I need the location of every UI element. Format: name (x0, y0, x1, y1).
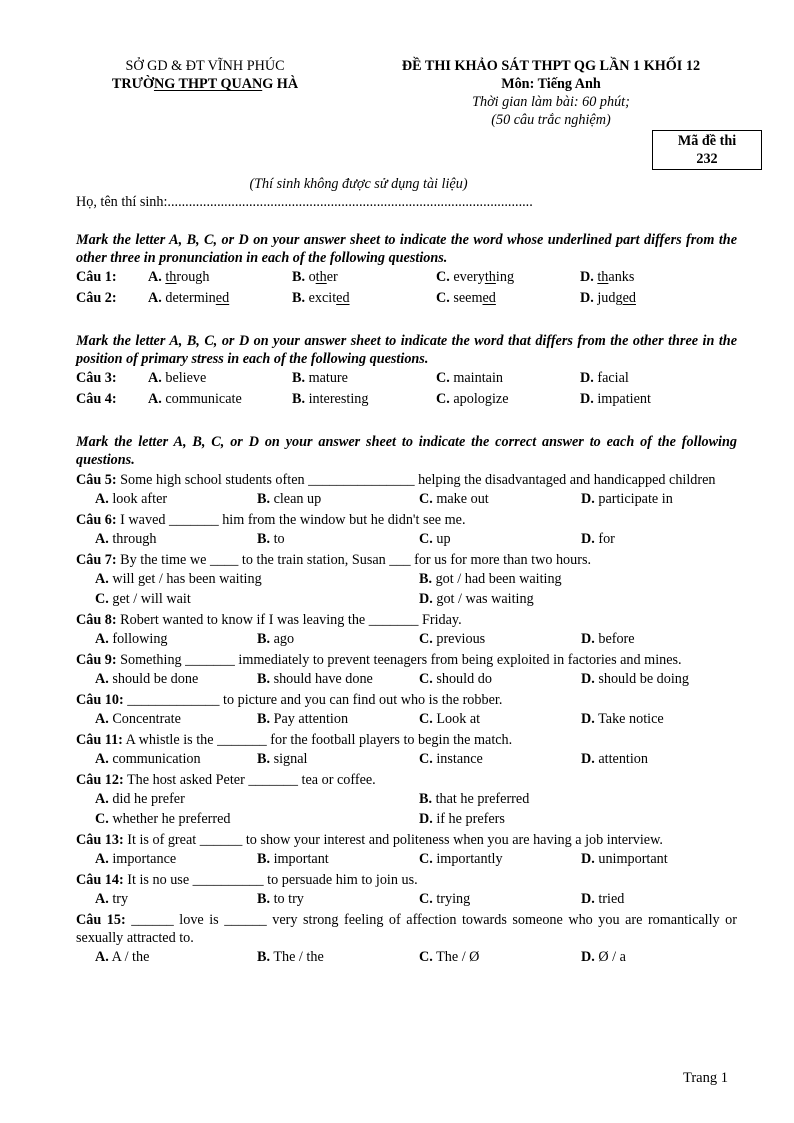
option-d: D. participate in (581, 491, 673, 507)
option-a: A. importance (95, 851, 177, 867)
exam-code: 232 (696, 151, 718, 167)
question-4: Câu 4: A. communicate B. interesting C. apologize D. impatient (76, 389, 737, 410)
option-d: D. Ø / a (581, 949, 626, 965)
option-d: D. impatient (580, 391, 651, 407)
option-a: A. communicate (148, 391, 242, 407)
option-b: B. should have done (257, 671, 373, 687)
exam-header (76, 57, 737, 175)
option-b: B. other (292, 269, 338, 285)
option-c: C. instance (419, 751, 483, 767)
exam-time: Thời gian làm bài: 60 phút; (472, 94, 630, 110)
question-13: Câu 13: It is of great ______ to show your interest and politeness when you are having a job interview. A. importance B. important C. importantly D. unimportant (76, 832, 668, 867)
option-b: B. got / had been waiting (419, 571, 562, 587)
option-d: D. got / was waiting (419, 591, 534, 607)
option-a: A. should be done (95, 671, 199, 687)
question-8: Câu 8: Robert wanted to know if I was leaving the _______ Friday. A. following B. ago C. previous D. before (76, 612, 635, 647)
option-c: C. maintain (436, 370, 503, 386)
question-11: Câu 11: A whistle is the _______ for the football players to begin the match. A. communication B. signal C. instance D. attention (76, 732, 648, 767)
option-a: A. did he prefer (95, 791, 185, 807)
question-14: Câu 14: It is no use __________ to persuade him to join us. A. try B. to try C. trying D. tried (76, 872, 625, 907)
option-d: D. before (581, 631, 635, 647)
option-c: C. up (419, 531, 451, 547)
exam-code-box (652, 130, 762, 170)
option-b: B. ago (257, 631, 295, 647)
option-a: A. through (148, 269, 210, 285)
candidate-name-line: Họ, tên thí sinh:....................................................................................................... (76, 194, 533, 210)
exam-code-label: Mã đề thi (677, 133, 737, 149)
department-name: SỞ GD & ĐT VĨNH PHÚC (125, 58, 285, 74)
option-b: B. mature (292, 370, 348, 386)
option-d: D. attention (581, 751, 648, 767)
option-d: D. judged (580, 290, 636, 306)
question-5: Câu 5: Some high school students often _______________ helping the disadvantaged and handicapped children A. look after B. clean up C. make out D. participate in (76, 472, 716, 507)
option-c: C. Look at (419, 711, 481, 727)
option-c: C. apologize (436, 391, 509, 407)
question-15: Câu 15: ______ love is ______ very strong feeling of affection towards someone who you are romantically or sexually attracted to. A. A / the B. The / the C. The / Ø D. Ø / a (76, 912, 737, 965)
option-d: D. if he prefers (419, 811, 505, 827)
option-a: A. look after (95, 491, 168, 507)
instruction-pronunciation: Mark the letter A, B, C, or D on your answer sheet to indicate the word whose underlined part differs from the other three in pronunciation in each of the following questions. (76, 232, 737, 266)
school-name: TRƯỜNG THPT QUANG HÀ (111, 76, 299, 92)
question-3: Câu 3: A. believe B. mature C. maintain D. facial (76, 368, 737, 389)
option-a: A. through (95, 531, 157, 547)
question-9: Câu 9: Something _______ immediately to prevent teenagers from being exploited in factories and mines. A. should be done B. should have done C. should do D. should be doing (76, 652, 689, 687)
option-b: B. signal (257, 751, 308, 767)
option-b: B. that he preferred (419, 791, 530, 807)
question-1: Câu 1: A. through B. other C. everything D. thanks (76, 267, 737, 288)
option-b: B. important (257, 851, 329, 867)
option-c: C. should do (419, 671, 492, 687)
option-d: D. for (581, 531, 615, 547)
option-b: B. Pay attention (257, 711, 349, 727)
question-10: Câu 10: _____________ to picture and you can find out who is the robber. A. Concentrate B. Pay attention C. Look at D. Take notice (76, 692, 664, 727)
option-d: D. facial (580, 370, 629, 386)
option-b: B. to (257, 531, 285, 547)
option-a: A. Concentrate (95, 711, 181, 727)
option-d: D. tried (581, 891, 625, 907)
question-count: (50 câu trắc nghiệm) (491, 112, 611, 128)
option-c: C. whether he preferred (95, 811, 231, 827)
option-a: A. try (95, 891, 129, 907)
option-c: C. make out (419, 491, 489, 507)
question-6: Câu 6: I waved _______ him from the window but he didn't see me. A. through B. to C. up D. for (76, 512, 615, 547)
subject: Môn: Tiếng Anh (501, 76, 601, 92)
option-a: A. will get / has been waiting (95, 571, 262, 587)
question-12: Câu 12: The host asked Peter _______ tea or coffee. A. did he prefer B. that he preferred C. whether he preferred D. if he prefers (76, 772, 530, 827)
header-left (76, 57, 334, 93)
option-b: B. interesting (292, 391, 369, 407)
option-c: C. trying (419, 891, 471, 907)
option-a: A. A / the (95, 949, 150, 965)
option-c: C. importantly (419, 851, 503, 867)
option-a: A. following (95, 631, 168, 647)
option-c: C. previous (419, 631, 486, 647)
header-right (376, 57, 726, 129)
option-d: D. unimportant (581, 851, 668, 867)
option-b: B. to try (257, 891, 304, 907)
option-b: B. clean up (257, 491, 322, 507)
option-c: C. get / will wait (95, 591, 191, 607)
option-c: C. seemed (436, 290, 496, 306)
option-d: D. should be doing (581, 671, 689, 687)
option-b: B. The / the (257, 949, 324, 965)
page-number: Trang 1 (683, 1070, 728, 1086)
option-c: C. The / Ø (419, 949, 480, 965)
instruction-correct-answer: Mark the letter A, B, C, or D on your answer sheet to indicate the correct answer to each of the following questions. (76, 434, 737, 468)
instruction-stress: Mark the letter A, B, C, or D on your answer sheet to indicate the word that differs from the other three in the position of primary stress in each of the following questions. (76, 333, 737, 367)
exam-page (76, 57, 737, 967)
question-2: Câu 2: A. determined B. excited C. seemed D. judged (76, 288, 737, 309)
option-d: D. Take notice (581, 711, 664, 727)
option-c: C. everything (436, 269, 515, 285)
question-7: Câu 7: By the time we ____ to the train station, Susan ___ for us for more than two hours. A. will get / has been waiting B. got / had been waiting C. get / will wait D. got / was waiting (76, 552, 592, 607)
exam-title: ĐỀ THI KHẢO SÁT THPT QG LẦN 1 KHỐI 12 (401, 58, 701, 74)
option-a: A. determined (148, 290, 230, 306)
option-a: A. communication (95, 751, 201, 767)
option-a: A. believe (148, 370, 207, 386)
option-d: D. thanks (580, 269, 635, 285)
option-b: B. excited (292, 290, 350, 306)
exam-note: (Thí sinh không được sử dụng tài liệu) (249, 176, 468, 192)
